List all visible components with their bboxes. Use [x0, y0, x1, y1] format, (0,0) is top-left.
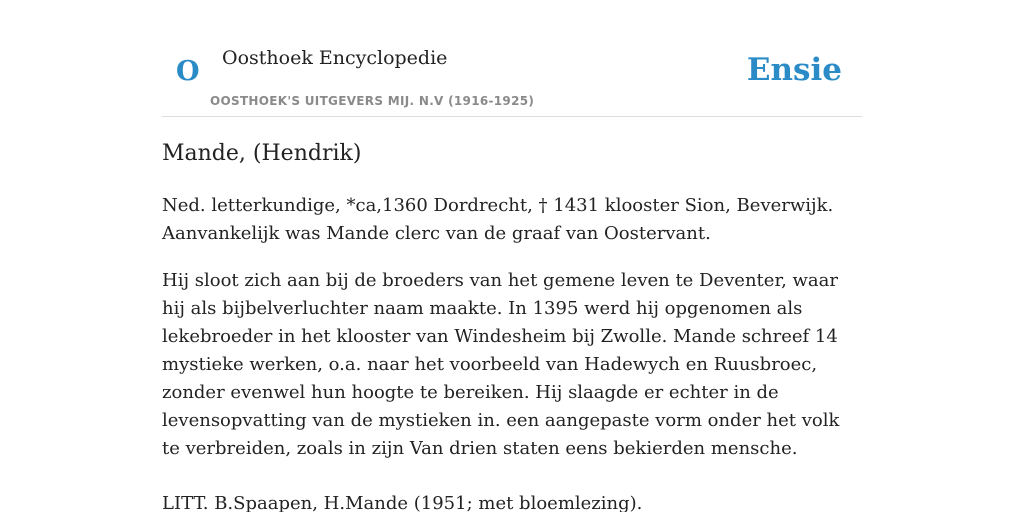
- publisher-subtitle: OOSTHOEK'S UITGEVERS MIJ. N.V (1916-1925): [210, 94, 535, 108]
- site-logo-icon[interactable]: O: [176, 56, 200, 87]
- site-title-link[interactable]: Oosthoek Encyclopedie: [222, 47, 448, 69]
- ensie-brand-link[interactable]: Ensie: [746, 52, 842, 88]
- entry-title: Mande, (Hendrik): [162, 141, 362, 166]
- article-paragraph: Hij sloot zich aan bij de broeders van het gemene leven te Deventer, waar hij als bijbelverluchter naam maakte. In 1395 werd hij opgenomen als lekebroeder in het klooster van Windesheim bij Zwolle. Mande schreef 14 mystieke werken, o.a. naar het voorbeeld van Hadewych en Ruusbroec, zonder evenwel hun hoogte te bereiken. Hij slaagde er echter in de levensopvatting van de mystieken in. een aangepaste vorm onder het volk te verbreiden, zoals in zijn Van drien staten eens bekierden mensche.: [162, 270, 840, 459]
- literature-reference: LITT. B.Spaapen, H.Mande (1951; met bloemlezing).: [162, 493, 643, 512]
- site-header: [162, 40, 862, 117]
- article-paragraph: Ned. letterkundige, *ca,1360 Dordrecht, † 1431 klooster Sion, Beverwijk. Aanvankelijk was Mande clerc van de graaf van Oostervant.: [162, 195, 834, 244]
- article-content: [162, 138, 862, 512]
